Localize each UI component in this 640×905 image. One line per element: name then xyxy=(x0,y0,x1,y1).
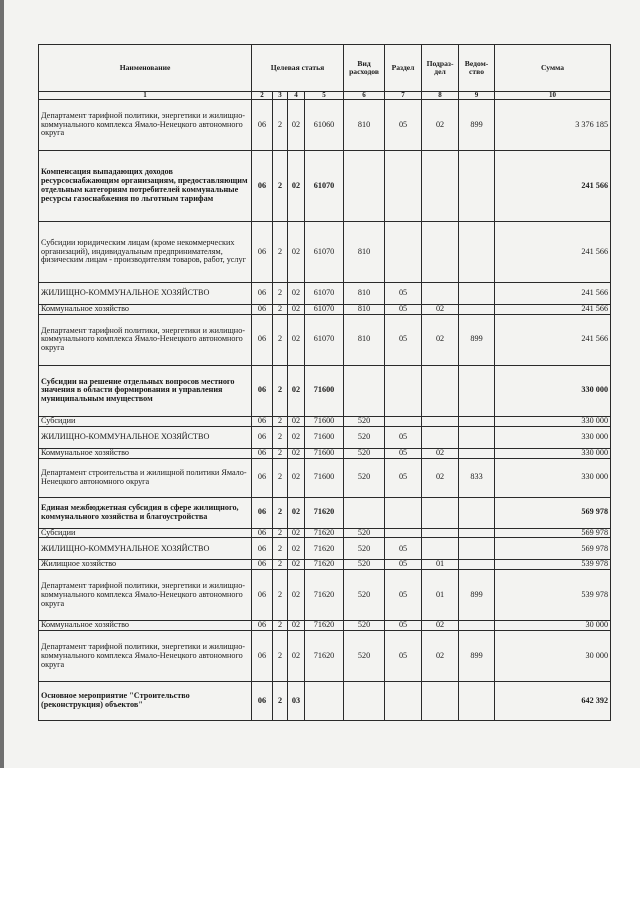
scan-edge xyxy=(0,0,4,768)
row-code-c4: 02 xyxy=(288,538,305,560)
row-code-c8 xyxy=(422,682,459,721)
row-code-c9: 899 xyxy=(459,314,495,365)
row-code-c4: 02 xyxy=(288,426,305,448)
table-row xyxy=(39,621,611,631)
header-row xyxy=(39,45,611,92)
row-code-c6 xyxy=(344,151,385,222)
row-code-c9 xyxy=(459,528,495,538)
row-code-c4: 02 xyxy=(288,560,305,570)
row-code-c3: 2 xyxy=(273,682,288,721)
row-code-c2: 06 xyxy=(252,314,273,365)
row-code-c4: 02 xyxy=(288,621,305,631)
row-code-c9 xyxy=(459,560,495,570)
row-sum: 569 978 xyxy=(495,528,611,538)
row-sum: 539 978 xyxy=(495,560,611,570)
row-code-c6: 520 xyxy=(344,621,385,631)
row-code-c5: 71600 xyxy=(305,458,344,497)
row-code-c3: 2 xyxy=(273,416,288,426)
row-code-c3: 2 xyxy=(273,100,288,151)
row-code-c2: 06 xyxy=(252,283,273,305)
row-code-c4: 02 xyxy=(288,305,305,315)
row-code-c8 xyxy=(422,528,459,538)
row-sum: 241 566 xyxy=(495,305,611,315)
row-code-c8 xyxy=(422,283,459,305)
row-name: ЖИЛИЩНО-КОММУНАЛЬНОЕ ХОЗЯЙСТВО xyxy=(39,283,252,305)
row-name: Субсидии юридическим лицам (кроме некоммерческих организаций), индивидуальным предпринимателям, физическим лицам - производителям товаров, работ, услуг xyxy=(39,222,252,283)
row-code-c2: 06 xyxy=(252,682,273,721)
row-name: Компенсация выпадающих доходов ресурсоснабжающим организациям, предоставляющим отдельным категориям потребителей коммунальные ресурсы газоснабжения по льготным тарифам xyxy=(39,151,252,222)
row-code-c9 xyxy=(459,426,495,448)
table-row xyxy=(39,416,611,426)
row-code-c6: 520 xyxy=(344,570,385,621)
row-name: Коммунальное хозяйство xyxy=(39,448,252,458)
table-row xyxy=(39,560,611,570)
row-code-c6: 810 xyxy=(344,100,385,151)
row-code-c5 xyxy=(305,682,344,721)
table-row xyxy=(39,100,611,151)
row-code-c9: 899 xyxy=(459,631,495,682)
row-name: Жилищное хозяйство xyxy=(39,560,252,570)
row-name: Департамент тарифной политики, энергетики и жилищно-коммунального комплекса Ямало-Ненецкого автономного округа xyxy=(39,631,252,682)
table-row xyxy=(39,305,611,315)
row-code-c7: 05 xyxy=(385,570,422,621)
header-department: Ведом-ство xyxy=(459,45,495,92)
row-code-c5: 61060 xyxy=(305,100,344,151)
row-code-c9 xyxy=(459,448,495,458)
row-sum: 330 000 xyxy=(495,365,611,416)
row-code-c9 xyxy=(459,305,495,315)
header-expense-type: Вид расходов xyxy=(344,45,385,92)
row-code-c9 xyxy=(459,283,495,305)
row-code-c4: 02 xyxy=(288,448,305,458)
row-code-c3: 2 xyxy=(273,314,288,365)
table-row xyxy=(39,631,611,682)
row-sum: 330 000 xyxy=(495,448,611,458)
table-row xyxy=(39,458,611,497)
row-code-c8: 02 xyxy=(422,458,459,497)
row-code-c2: 06 xyxy=(252,497,273,528)
table-row xyxy=(39,570,611,621)
row-name: Субсидии xyxy=(39,416,252,426)
row-code-c7 xyxy=(385,497,422,528)
row-code-c5: 71600 xyxy=(305,365,344,416)
table-row xyxy=(39,497,611,528)
row-code-c5: 71620 xyxy=(305,538,344,560)
column-number: 5 xyxy=(305,92,344,100)
row-code-c7: 05 xyxy=(385,560,422,570)
row-sum: 30 000 xyxy=(495,621,611,631)
row-code-c5: 71620 xyxy=(305,560,344,570)
row-code-c2: 06 xyxy=(252,100,273,151)
row-code-c7: 05 xyxy=(385,100,422,151)
row-code-c2: 06 xyxy=(252,570,273,621)
row-code-c7 xyxy=(385,365,422,416)
row-sum: 330 000 xyxy=(495,416,611,426)
row-code-c8: 02 xyxy=(422,631,459,682)
row-code-c6: 810 xyxy=(344,283,385,305)
row-code-c7: 05 xyxy=(385,305,422,315)
header-sum: Сумма xyxy=(495,45,611,92)
row-code-c7: 05 xyxy=(385,448,422,458)
row-code-c3: 2 xyxy=(273,621,288,631)
row-name: Основное мероприятие "Строительство (реконструкция) объектов" xyxy=(39,682,252,721)
header-target: Целевая статья xyxy=(252,45,344,92)
row-name: Департамент строительства и жилищной политики Ямало-Ненецкого автономного округа xyxy=(39,458,252,497)
row-code-c4: 02 xyxy=(288,458,305,497)
row-code-c7: 05 xyxy=(385,314,422,365)
row-code-c8: 02 xyxy=(422,100,459,151)
row-code-c9 xyxy=(459,682,495,721)
row-code-c3: 2 xyxy=(273,631,288,682)
row-code-c4: 02 xyxy=(288,151,305,222)
row-code-c2: 06 xyxy=(252,151,273,222)
row-code-c7 xyxy=(385,682,422,721)
row-code-c5: 61070 xyxy=(305,222,344,283)
row-code-c6: 810 xyxy=(344,222,385,283)
row-code-c8 xyxy=(422,151,459,222)
row-code-c9 xyxy=(459,621,495,631)
row-code-c3: 2 xyxy=(273,305,288,315)
row-code-c2: 06 xyxy=(252,365,273,416)
row-code-c7: 05 xyxy=(385,458,422,497)
row-sum: 241 566 xyxy=(495,222,611,283)
row-code-c6: 520 xyxy=(344,538,385,560)
table-row xyxy=(39,151,611,222)
row-code-c2: 06 xyxy=(252,458,273,497)
row-code-c9 xyxy=(459,365,495,416)
row-code-c5: 71620 xyxy=(305,631,344,682)
row-code-c2: 06 xyxy=(252,222,273,283)
column-number: 1 xyxy=(39,92,252,100)
row-code-c4: 02 xyxy=(288,100,305,151)
row-code-c7: 05 xyxy=(385,621,422,631)
row-code-c5: 61070 xyxy=(305,314,344,365)
row-code-c8: 02 xyxy=(422,305,459,315)
row-code-c3: 2 xyxy=(273,538,288,560)
row-code-c6: 520 xyxy=(344,560,385,570)
row-code-c8 xyxy=(422,538,459,560)
row-code-c5: 71620 xyxy=(305,621,344,631)
table-row xyxy=(39,538,611,560)
column-number: 9 xyxy=(459,92,495,100)
row-code-c9: 899 xyxy=(459,570,495,621)
table-row xyxy=(39,222,611,283)
row-code-c7 xyxy=(385,528,422,538)
row-code-c3: 2 xyxy=(273,497,288,528)
row-sum: 330 000 xyxy=(495,426,611,448)
row-code-c6 xyxy=(344,497,385,528)
row-code-c8: 02 xyxy=(422,621,459,631)
row-code-c3: 2 xyxy=(273,528,288,538)
row-name: Департамент тарифной политики, энергетики и жилищно-коммунального комплекса Ямало-Ненецкого автономного округа xyxy=(39,570,252,621)
row-code-c5: 71600 xyxy=(305,416,344,426)
table-row xyxy=(39,682,611,721)
column-numbers-row xyxy=(39,92,611,100)
table-row xyxy=(39,283,611,305)
row-code-c4: 02 xyxy=(288,283,305,305)
row-code-c5: 61070 xyxy=(305,305,344,315)
row-code-c9 xyxy=(459,538,495,560)
row-code-c2: 06 xyxy=(252,305,273,315)
column-number: 7 xyxy=(385,92,422,100)
row-code-c9: 899 xyxy=(459,100,495,151)
row-code-c8 xyxy=(422,497,459,528)
row-code-c6: 810 xyxy=(344,314,385,365)
row-code-c3: 2 xyxy=(273,426,288,448)
row-sum: 3 376 185 xyxy=(495,100,611,151)
row-code-c5: 71600 xyxy=(305,448,344,458)
row-code-c8: 02 xyxy=(422,314,459,365)
page-bottom-margin xyxy=(0,768,640,905)
row-sum: 642 392 xyxy=(495,682,611,721)
row-code-c5: 61070 xyxy=(305,151,344,222)
row-code-c3: 2 xyxy=(273,283,288,305)
row-code-c3: 2 xyxy=(273,365,288,416)
column-number: 4 xyxy=(288,92,305,100)
row-name: ЖИЛИЩНО-КОММУНАЛЬНОЕ ХОЗЯЙСТВО xyxy=(39,538,252,560)
row-sum: 241 566 xyxy=(495,283,611,305)
row-name: Коммунальное хозяйство xyxy=(39,621,252,631)
row-code-c6 xyxy=(344,365,385,416)
row-code-c4: 02 xyxy=(288,416,305,426)
row-name: Единая межбюджетная субсидия в сфере жилищного, коммунального хозяйства и благоустройства xyxy=(39,497,252,528)
table-row xyxy=(39,314,611,365)
row-sum: 30 000 xyxy=(495,631,611,682)
row-code-c2: 06 xyxy=(252,416,273,426)
row-code-c4: 02 xyxy=(288,365,305,416)
table-row xyxy=(39,426,611,448)
row-code-c2: 06 xyxy=(252,631,273,682)
header-subsection: Подраз-дел xyxy=(422,45,459,92)
row-code-c4: 02 xyxy=(288,528,305,538)
row-sum: 539 978 xyxy=(495,570,611,621)
row-sum: 241 566 xyxy=(495,151,611,222)
row-code-c9 xyxy=(459,151,495,222)
row-code-c9 xyxy=(459,416,495,426)
header-section: Раздел xyxy=(385,45,422,92)
row-code-c3: 2 xyxy=(273,448,288,458)
column-number: 6 xyxy=(344,92,385,100)
row-code-c3: 2 xyxy=(273,560,288,570)
row-sum: 569 978 xyxy=(495,497,611,528)
column-number: 3 xyxy=(273,92,288,100)
row-code-c4: 02 xyxy=(288,314,305,365)
row-code-c2: 06 xyxy=(252,560,273,570)
row-code-c2: 06 xyxy=(252,528,273,538)
row-code-c5: 71620 xyxy=(305,497,344,528)
row-sum: 569 978 xyxy=(495,538,611,560)
row-code-c8 xyxy=(422,365,459,416)
row-name: Коммунальное хозяйство xyxy=(39,305,252,315)
row-code-c7: 05 xyxy=(385,538,422,560)
table-row xyxy=(39,528,611,538)
row-code-c7: 05 xyxy=(385,426,422,448)
row-code-c3: 2 xyxy=(273,458,288,497)
row-code-c2: 06 xyxy=(252,448,273,458)
row-code-c3: 2 xyxy=(273,570,288,621)
row-code-c8: 02 xyxy=(422,448,459,458)
column-number: 2 xyxy=(252,92,273,100)
column-number: 10 xyxy=(495,92,611,100)
row-code-c5: 71620 xyxy=(305,528,344,538)
row-code-c5: 71600 xyxy=(305,426,344,448)
row-code-c8 xyxy=(422,222,459,283)
row-code-c9: 833 xyxy=(459,458,495,497)
row-code-c6: 810 xyxy=(344,305,385,315)
row-name: Департамент тарифной политики, энергетики и жилищно-коммунального комплекса Ямало-Ненецкого автономного округа xyxy=(39,100,252,151)
row-code-c2: 06 xyxy=(252,538,273,560)
row-code-c8: 01 xyxy=(422,570,459,621)
row-code-c6 xyxy=(344,682,385,721)
row-code-c2: 06 xyxy=(252,426,273,448)
column-number: 8 xyxy=(422,92,459,100)
row-code-c8 xyxy=(422,416,459,426)
row-code-c8 xyxy=(422,426,459,448)
row-code-c5: 61070 xyxy=(305,283,344,305)
row-code-c7: 05 xyxy=(385,631,422,682)
row-code-c6: 520 xyxy=(344,528,385,538)
row-code-c3: 2 xyxy=(273,222,288,283)
row-code-c6: 520 xyxy=(344,631,385,682)
row-code-c2: 06 xyxy=(252,621,273,631)
row-sum: 241 566 xyxy=(495,314,611,365)
row-code-c6: 520 xyxy=(344,458,385,497)
row-code-c9 xyxy=(459,222,495,283)
row-code-c7: 05 xyxy=(385,283,422,305)
row-code-c6: 520 xyxy=(344,448,385,458)
row-code-c6: 520 xyxy=(344,416,385,426)
row-name: Субсидии xyxy=(39,528,252,538)
row-code-c7 xyxy=(385,151,422,222)
row-code-c5: 71620 xyxy=(305,570,344,621)
row-code-c3: 2 xyxy=(273,151,288,222)
row-name: Субсидии на решение отдельных вопросов местного значения в области формирования и управления муниципальным имуществом xyxy=(39,365,252,416)
row-name: Департамент тарифной политики, энергетики и жилищно-коммунального комплекса Ямало-Ненецкого автономного округа xyxy=(39,314,252,365)
row-code-c4: 02 xyxy=(288,631,305,682)
row-code-c8: 01 xyxy=(422,560,459,570)
row-code-c4: 02 xyxy=(288,222,305,283)
row-code-c4: 02 xyxy=(288,497,305,528)
row-code-c6: 520 xyxy=(344,426,385,448)
table-row xyxy=(39,448,611,458)
budget-table xyxy=(38,44,611,721)
row-sum: 330 000 xyxy=(495,458,611,497)
row-code-c7 xyxy=(385,222,422,283)
row-code-c7 xyxy=(385,416,422,426)
row-code-c4: 02 xyxy=(288,570,305,621)
row-code-c9 xyxy=(459,497,495,528)
table-row xyxy=(39,365,611,416)
row-code-c4: 03 xyxy=(288,682,305,721)
row-name: ЖИЛИЩНО-КОММУНАЛЬНОЕ ХОЗЯЙСТВО xyxy=(39,426,252,448)
header-name: Наименование xyxy=(39,45,252,92)
